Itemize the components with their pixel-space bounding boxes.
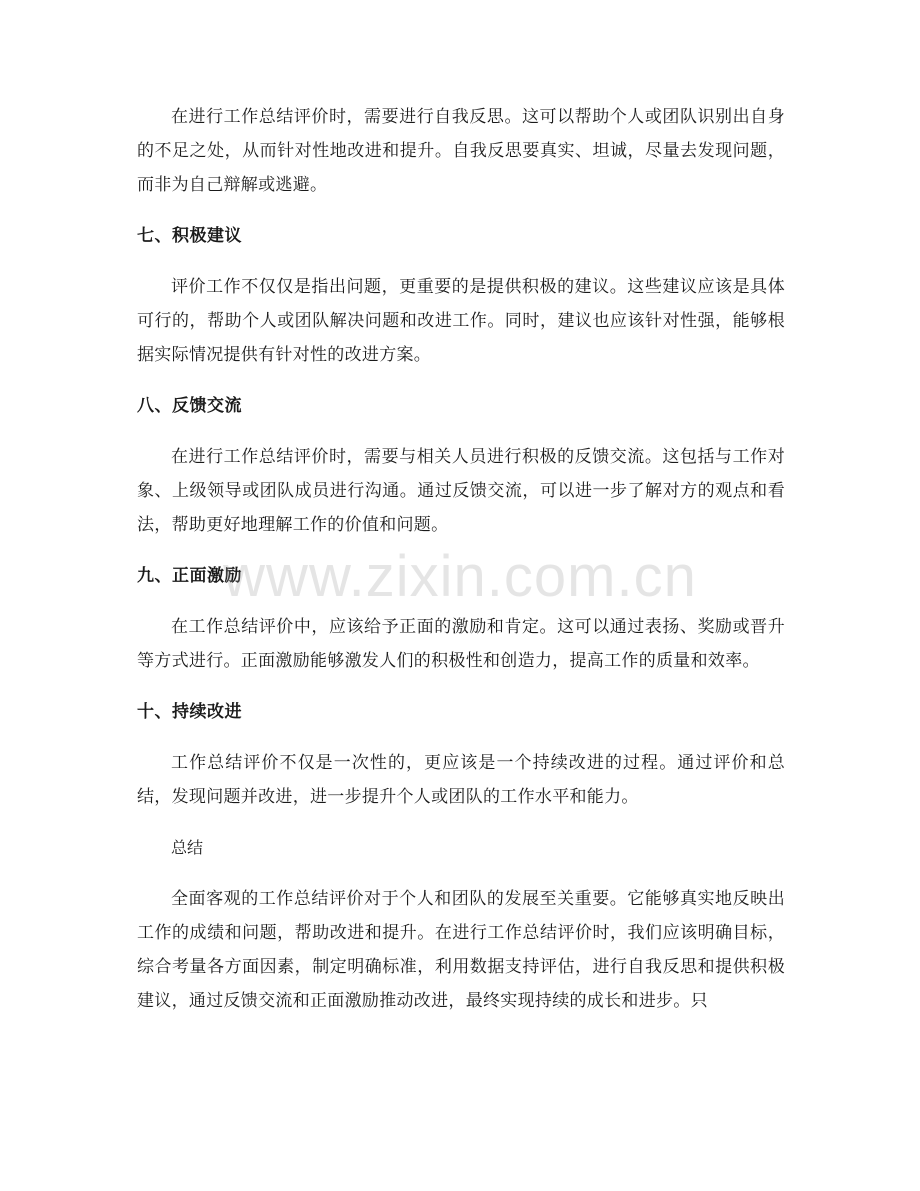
watermark-text: www.zixin.com.cn [223, 544, 697, 609]
paragraph-feedback-communication: 在进行工作总结评价时，需要与相关人员进行积极的反馈交流。这包括与工作对象、上级领导或团队成员进行沟通。通过反馈交流，可以进一步了解对方的观点和看法，帮助更好地理解工作的价值和问题。 [137, 447, 785, 535]
heading-positive-incentive: 九、正面激励 [137, 566, 242, 586]
document-body [137, 100, 785, 1035]
paragraph-self-reflection: 在进行工作总结评价时，需要进行自我反思。这可以帮助个人或团队识别出自身的不足之处，从而针对性地改进和提升。自我反思要真实、坦诚，尽量去发现问题，而非为自己辩解或逃避。 [137, 107, 785, 195]
heading-continuous-improvement: 十、持续改进 [137, 702, 242, 722]
paragraph-continuous-improvement: 工作总结评价不仅是一次性的，更应该是一个持续改进的过程。通过评价和总结，发现问题并改进，进一步提升个人或团队的工作水平和能力。 [137, 753, 785, 807]
paragraph-positive-incentive: 在工作总结评价中，应该给予正面的激励和肯定。这可以通过表扬、奖励或晋升等方式进行。正面激励能够激发人们的积极性和创造力，提高工作的质量和效率。 [137, 617, 785, 671]
heading-positive-suggestions: 七、积极建议 [137, 226, 242, 246]
heading-feedback-communication: 八、反馈交流 [137, 396, 242, 416]
paragraph-summary: 全面客观的工作总结评价对于个人和团队的发展至关重要。它能够真实地反映出工作的成绩和问题，帮助改进和提升。在进行工作总结评价时，我们应该明确目标，综合考量各方面因素，制定明确标准，利用数据支持评估，进行自我反思和提供积极建议，通过反馈交流和正面激励推动改进，最终实现持续的成长和进步。只 [137, 889, 785, 1011]
summary-title: 总结 [171, 838, 204, 857]
paragraph-positive-suggestions: 评价工作不仅仅是指出问题，更重要的是提供积极的建议。这些建议应该是具体可行的，帮助个人或团队解决问题和改进工作。同时，建议也应该针对性强，能够根据实际情况提供有针对性的改进方案。 [137, 277, 785, 365]
